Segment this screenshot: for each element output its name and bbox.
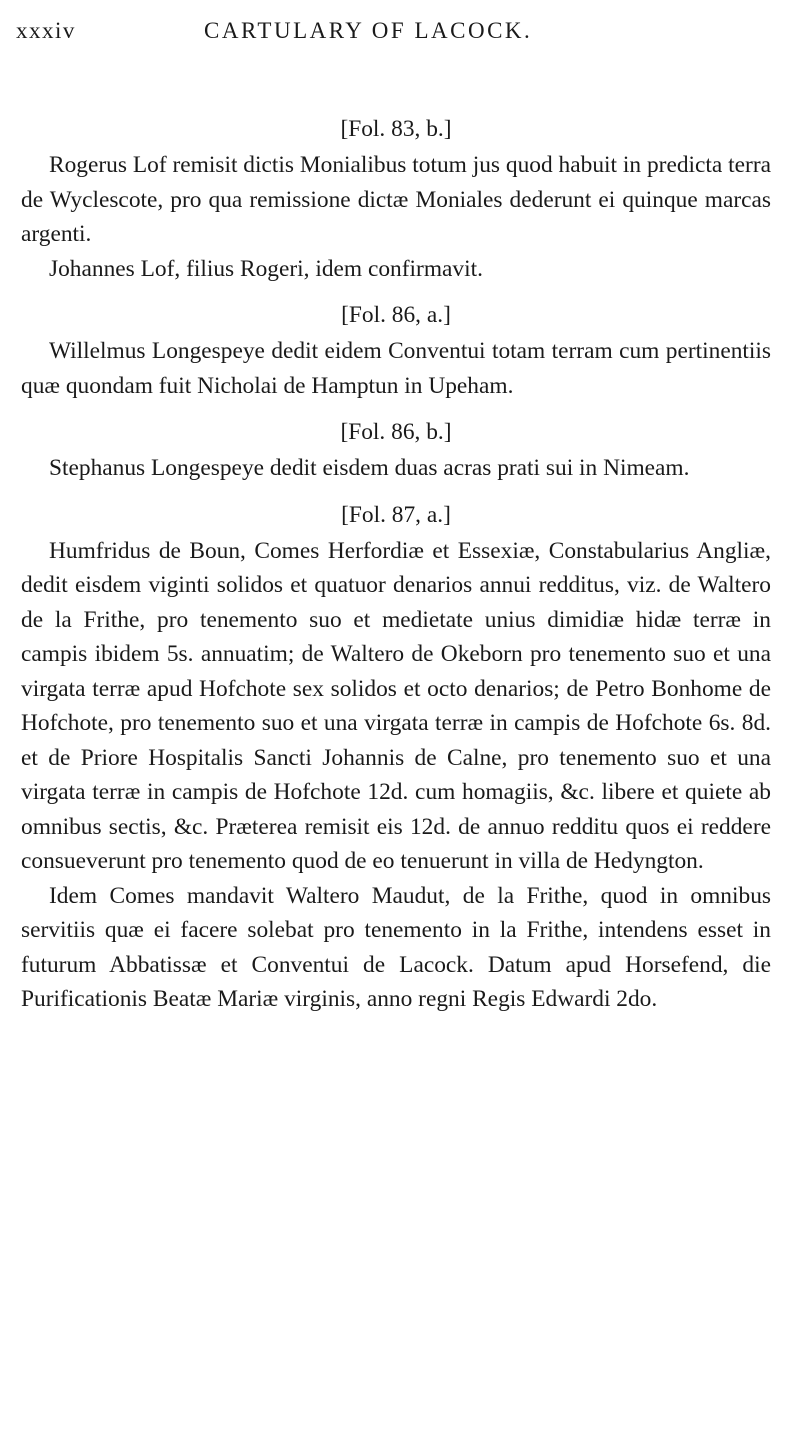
folio-reference-heading: [Fol. 86, a.] xyxy=(341,302,451,328)
paragraph: Idem Comes mandavit Waltero Maudut, de la Frithe, quod in omnibus servitiis quæ ei facere solebat pro tenemento in la Frithe, intendens esset in futurum Abbatissæ et Conventui de Lacock. Datum apud Horsefend, die Purificationis Beatæ Mariæ virginis, anno regni Regis Edwardi 2do. xyxy=(21,882,771,1012)
folio-reference-heading: [Fol. 83, b.] xyxy=(340,116,452,142)
paragraph: Johannes Lof, filius Rogeri, idem confirmavit. xyxy=(49,255,483,282)
paragraph: Stephanus Longespeye dedit eisdem duas acras prati sui in Nimeam. xyxy=(49,455,690,481)
paragraph: Humfridus de Boun, Comes Herfordiæ et Essexiæ, Constabularius Angliæ, dedit eisdem viginti solidos et quatuor denarios annui redditus, viz. de Waltero de la Frithe, pro tenemento suo et medietate unius dimidiæ hidæ terræ in campis ibidem 5s. annuatim; de Waltero de Okeborn pro tenemento suo et una virgata terræ apud Hofchote sex solidos et octo denarios; de Petro Bonhome de Hofchote, pro tenemento suo et una virgata terræ in campis de Hofchote 6s. 8d. et de Priore Hospitalis Sancti Johannis de Calne, pro tenemento suo et una virgata terræ in campis de Hofchote 12d. cum homagiis, &c. libere et quiete ab omnibus sectis, &c. Præterea remisit eis 12d. de annuo redditu quos ei reddere consueverunt pro tenemento quod de eo tenuerunt in villa de Hedyngton. xyxy=(21,537,771,874)
paragraph: Willelmus Longespeye dedit eidem Conventui totam terram cum pertinentiis quæ quondam fuit Nicholai de Hamptun in Upeham. xyxy=(21,338,771,399)
section-fol-83b xyxy=(21,112,771,286)
paragraph: Rogerus Lof remisit dictis Monialibus totum jus quod habuit in predicta terra de Wyclescote, pro qua remissione dictæ Moniales dederunt ei quinque marcas argenti. xyxy=(21,152,771,247)
section-fol-86a xyxy=(21,298,771,403)
section-fol-87a xyxy=(21,498,771,1017)
running-title: CARTULARY OF LACOCK. xyxy=(204,18,533,43)
folio-reference-heading: [Fol. 86, b.] xyxy=(340,419,452,445)
folio-number: xxxiv xyxy=(16,18,76,43)
folio-reference-heading: [Fol. 87, a.] xyxy=(341,501,451,528)
page-header xyxy=(16,18,776,50)
section-fol-86b xyxy=(21,415,771,486)
page-body xyxy=(21,112,771,1029)
